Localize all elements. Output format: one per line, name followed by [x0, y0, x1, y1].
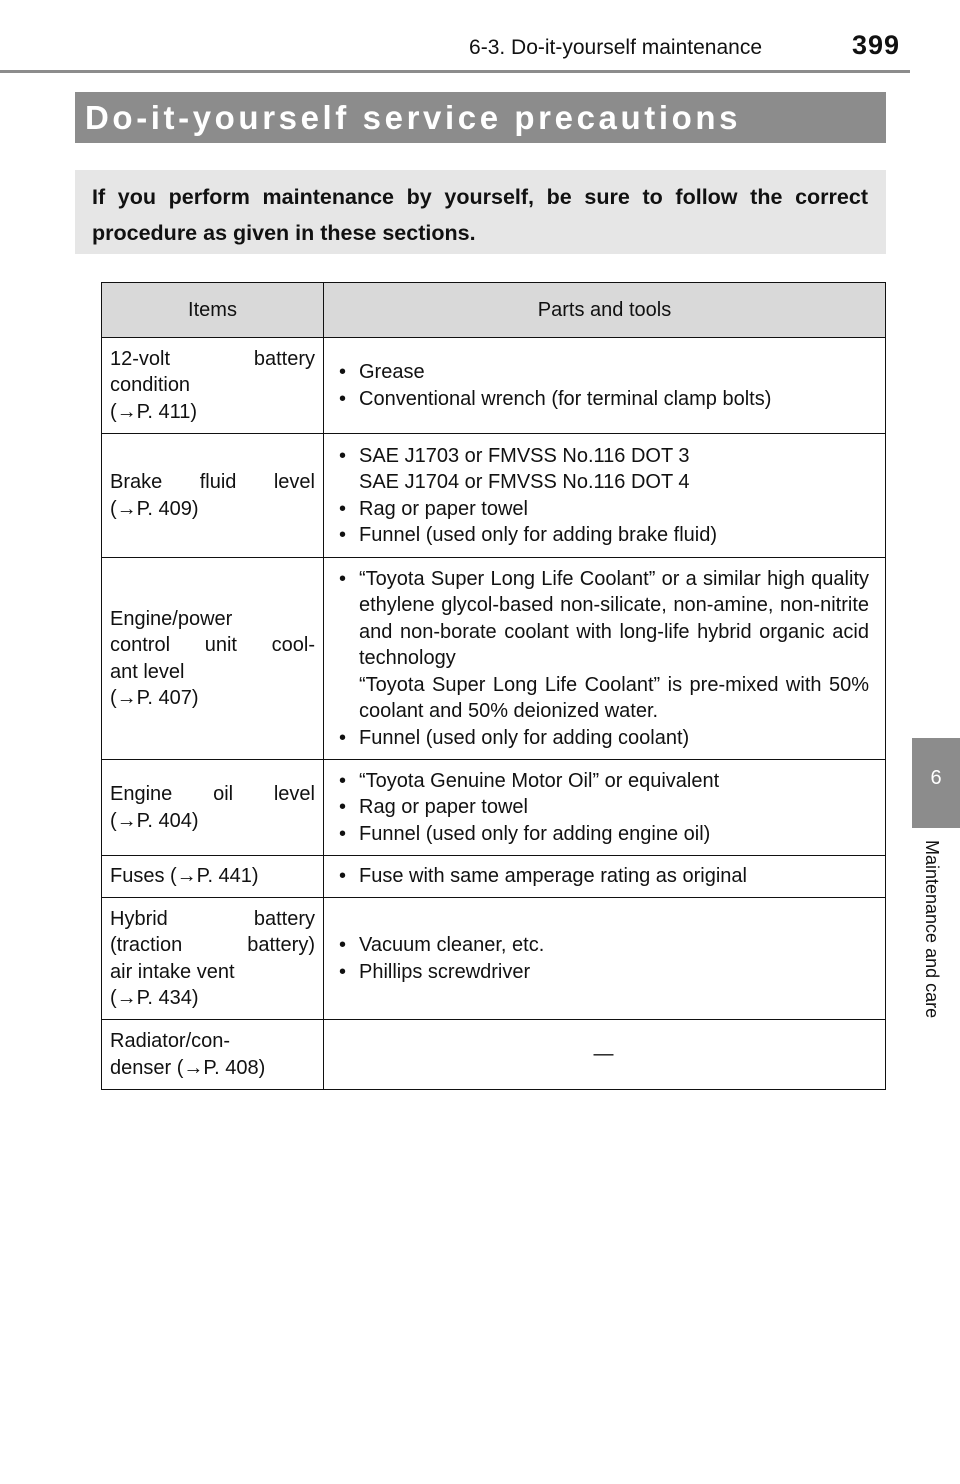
- tool-item: • Funnel (used only for adding brake fluid): [338, 522, 869, 549]
- tool-item: • Funnel (used only for adding coolant): [338, 725, 869, 752]
- item-cell: [102, 434, 324, 558]
- item-line: 12-volt battery: [110, 347, 315, 370]
- tool-item-continuation: “Toyota Super Long Life Coolant” is pre-mixed with 50% coolant and 50% deionized water.: [359, 673, 869, 723]
- tool-item-continuation: SAE J1704 or FMVSS No.116 DOT 4: [359, 471, 690, 493]
- table-row: [102, 1020, 886, 1090]
- item-line: Brake fluid level: [110, 471, 315, 493]
- item-line[interactable]: Fuses (→P. 441): [110, 865, 259, 888]
- item-reference[interactable]: (→P. 407): [110, 687, 199, 709]
- item-cell: [102, 1020, 324, 1090]
- tool-item-text: SAE J1703 or FMVSS No.116 DOT 3: [359, 444, 690, 467]
- item-reference[interactable]: (→P. 404): [110, 809, 199, 832]
- tool-item: • Funnel (used only for adding engine oil): [338, 821, 869, 848]
- tool-item: • Phillips screwdriver: [338, 959, 869, 986]
- chapter-title: Maintenance and care: [922, 840, 942, 1019]
- item-line: air intake vent: [110, 960, 235, 983]
- maintenance-table: [101, 282, 886, 1090]
- item-line: (traction battery): [110, 934, 315, 956]
- tool-item: • Fuse with same amperage rating as original: [338, 863, 869, 890]
- item-reference[interactable]: (→P. 409): [110, 497, 199, 520]
- tool-item: • Vacuum cleaner, etc.: [338, 932, 869, 959]
- item-reference[interactable]: (→P. 434): [110, 987, 199, 1009]
- tools-cell: [324, 898, 886, 1020]
- tool-item: [338, 566, 869, 725]
- column-header-items: Items: [102, 283, 324, 338]
- item-cell: [102, 898, 324, 1020]
- item-cell: [102, 856, 324, 898]
- item-cell: [102, 558, 324, 760]
- item-line: Hybrid battery: [110, 907, 315, 930]
- item-reference[interactable]: (→P. 411): [110, 400, 198, 423]
- intro-note: If you perform maintenance by yourself, be sure to follow the correct procedure as given in these sections.: [75, 170, 886, 254]
- table-header-row: [102, 283, 886, 338]
- chapter-tab: [912, 738, 960, 828]
- header-divider: [0, 70, 910, 73]
- table-row: [102, 558, 886, 760]
- tools-cell: [324, 760, 886, 856]
- tools-cell-empty: —: [324, 1020, 886, 1090]
- section-title: Do-it-yourself service precautions: [75, 92, 886, 143]
- item-line: condition: [110, 374, 191, 397]
- chapter-side-label: [908, 840, 948, 1060]
- table-row: [102, 434, 886, 558]
- tool-item: [338, 443, 869, 496]
- tools-cell: [324, 338, 886, 434]
- tools-cell: [324, 856, 886, 898]
- tools-cell: [324, 434, 886, 558]
- item-line: Engine/power: [110, 607, 233, 630]
- item-reference[interactable]: denser (→P. 408): [110, 1056, 266, 1079]
- chapter-number: 6: [930, 767, 942, 789]
- item-line: Radiator/con-: [110, 1030, 231, 1052]
- table-row: [102, 898, 886, 1020]
- tool-item: • “Toyota Genuine Motor Oil” or equivalent: [338, 768, 869, 795]
- table-row: [102, 338, 886, 434]
- item-line: ant level: [110, 660, 185, 683]
- item-cell: [102, 760, 324, 856]
- running-header-section: 6-3. Do-it-yourself maintenance: [469, 36, 762, 59]
- tool-item: • Rag or paper towel: [338, 794, 869, 821]
- table-row: [102, 760, 886, 856]
- item-line: control unit cool-: [110, 634, 315, 656]
- tool-item: • Grease: [338, 359, 869, 386]
- tools-cell: [324, 558, 886, 760]
- tool-item: • Rag or paper towel: [338, 496, 869, 523]
- table-row: [102, 856, 886, 898]
- item-cell: [102, 338, 324, 434]
- page-number: 399: [851, 30, 900, 60]
- column-header-parts-tools: Parts and tools: [324, 283, 886, 338]
- item-line: Engine oil level: [110, 783, 315, 805]
- tool-item-text: “Toyota Super Long Life Coolant” or a similar high quality ethylene glycol-based non-silicate, non-amine, non-nitrite and non-borate coolant with long-life hybrid organic acid technology: [359, 567, 869, 670]
- tool-item: • Conventional wrench (for terminal clamp bolts): [338, 386, 869, 413]
